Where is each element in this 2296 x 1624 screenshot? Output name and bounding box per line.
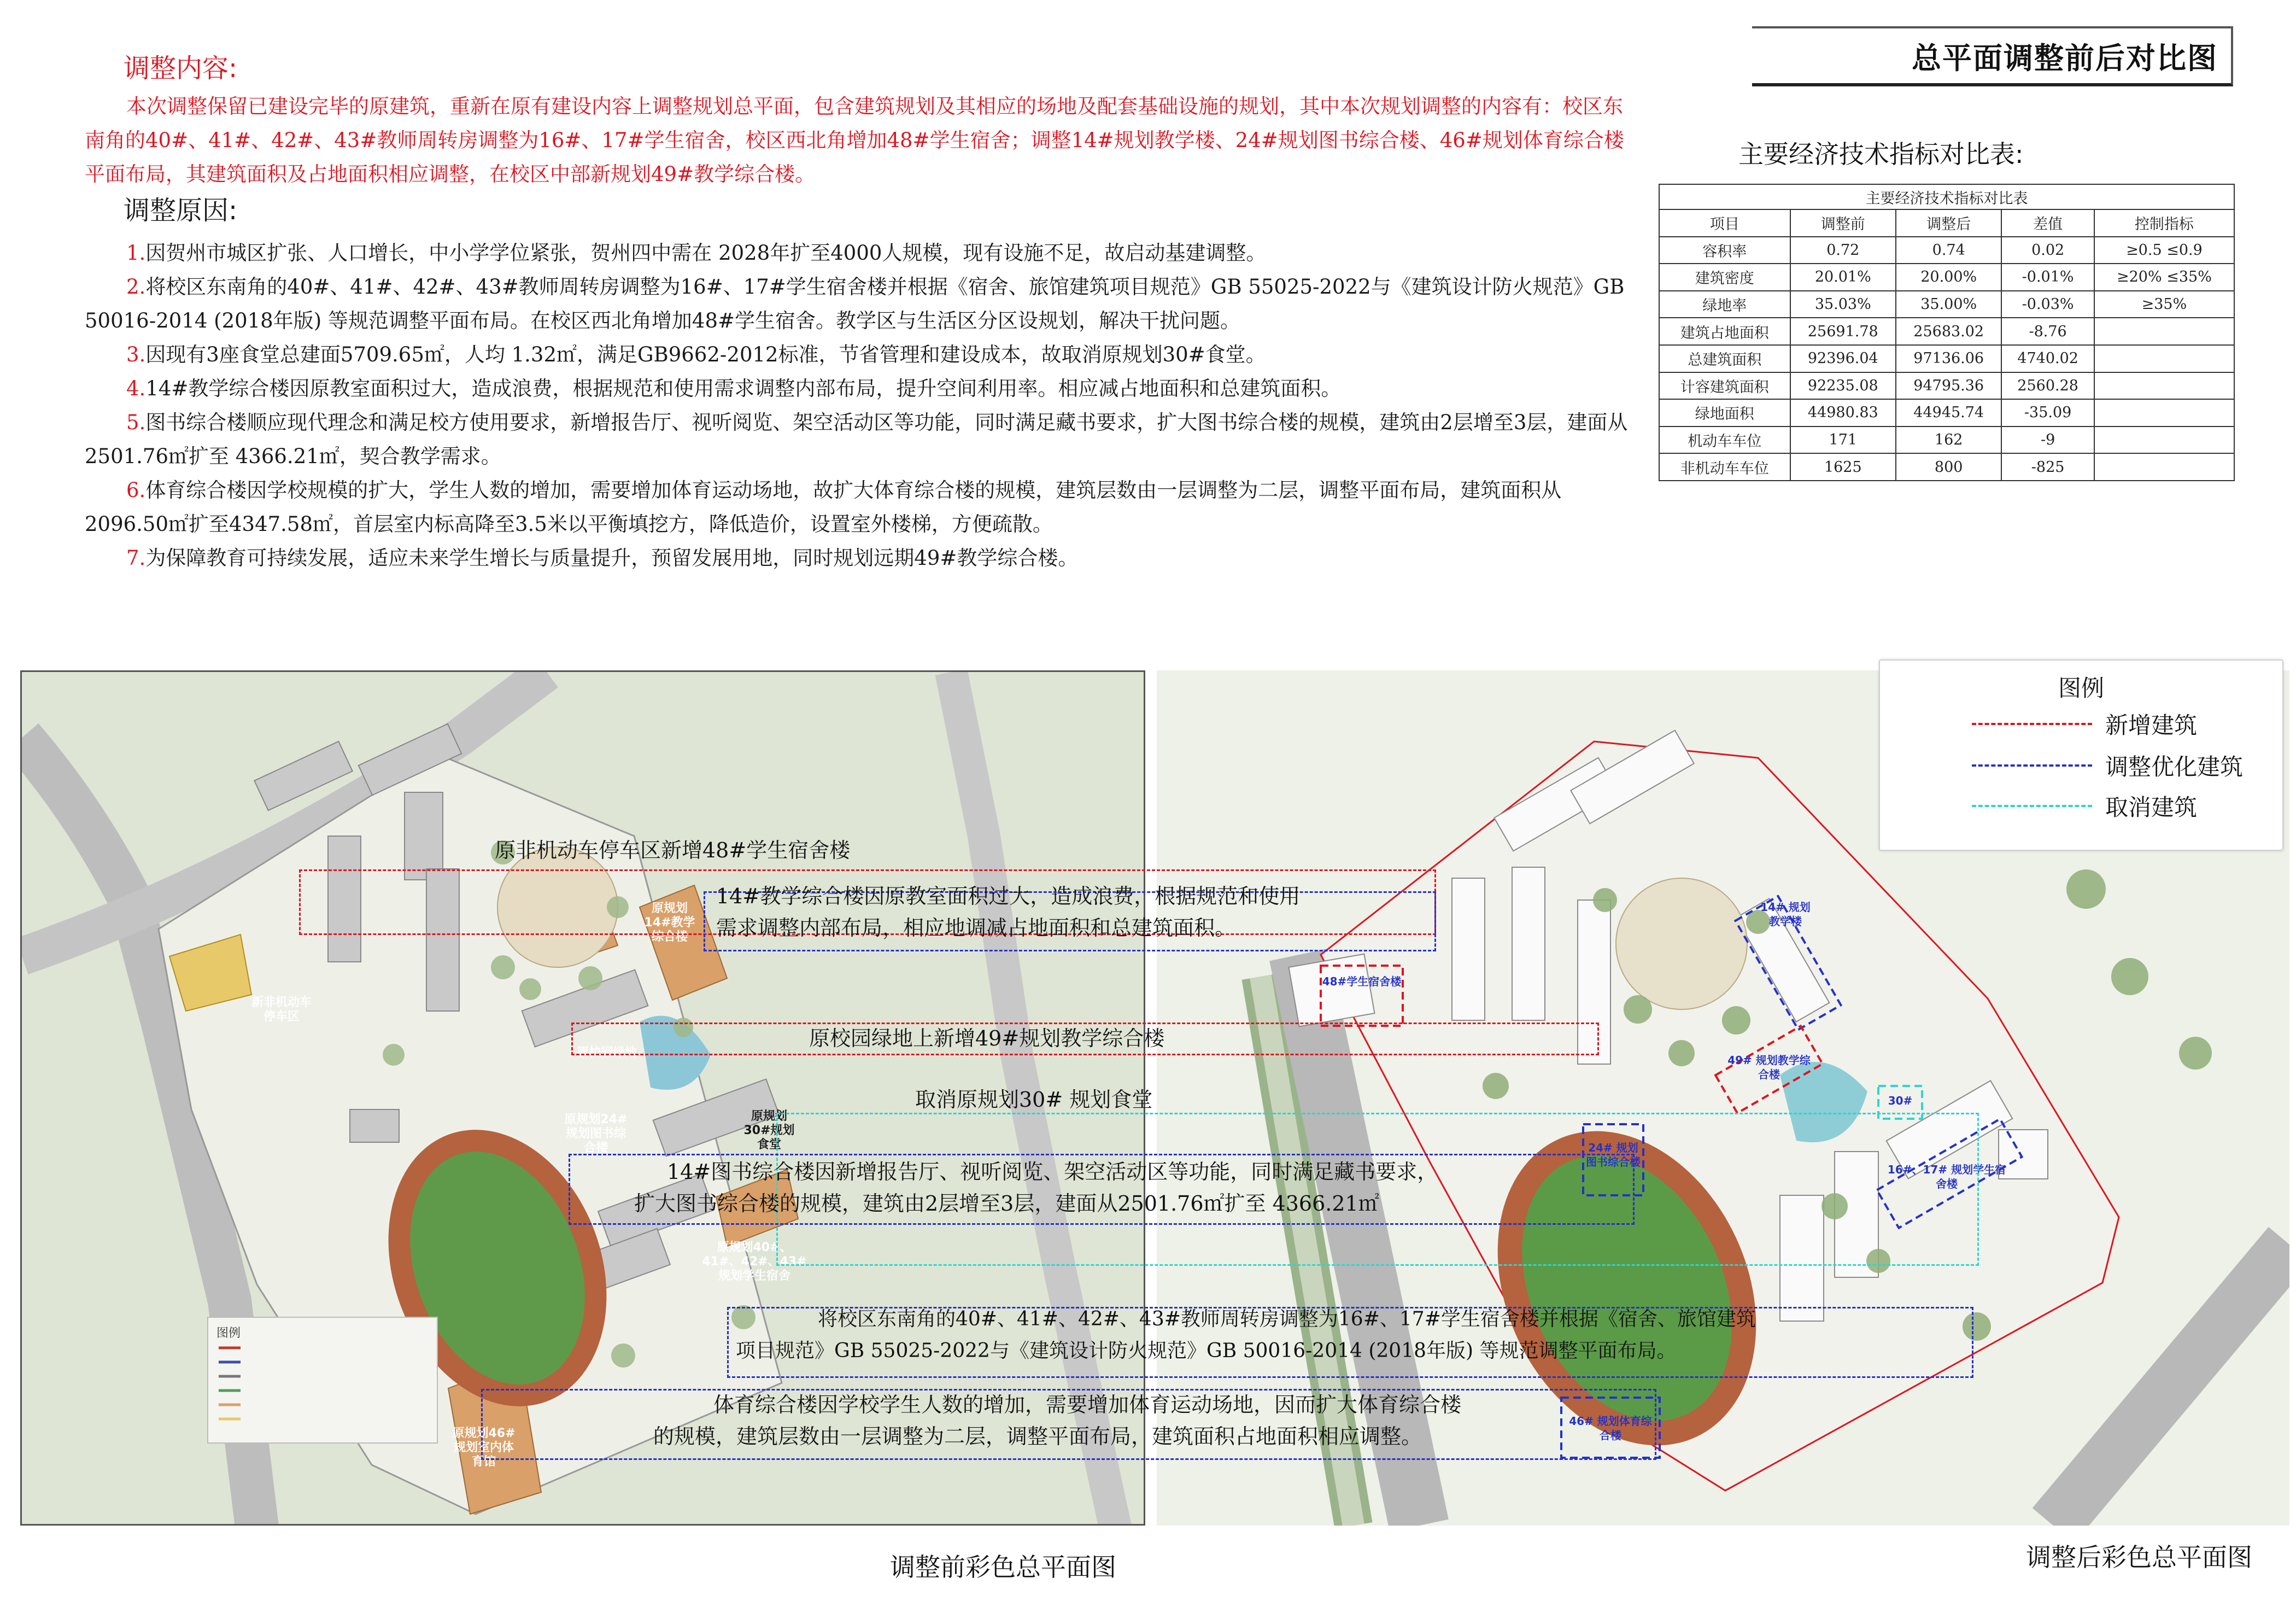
- table-cell: 1625: [1790, 453, 1896, 481]
- table-cell: -9: [2001, 427, 2094, 454]
- reason-item: [85, 474, 1632, 541]
- table-cell: 机动车车位: [1659, 427, 1790, 454]
- table-cell: 4740.02: [2001, 345, 2094, 372]
- before-label-24: 原规划24#规划图书综合楼: [564, 1113, 628, 1155]
- table-cell: 97136.06: [1896, 345, 2001, 372]
- table-cell: 800: [1896, 453, 2001, 481]
- annotation-46-line2: 的规模，建筑层数由一层调整为二层，调整平面布局，建筑面积占地面积相应调整。: [653, 1424, 1422, 1448]
- reasons-heading: 调整原因:: [124, 195, 238, 226]
- table-cell: 44945.74: [1896, 399, 2001, 427]
- table-cell: [2094, 345, 2234, 372]
- table-cell: 35.00%: [1896, 291, 2001, 318]
- page-title-box: [1752, 26, 2233, 86]
- reason-number: 3.: [126, 343, 146, 366]
- table-cell: 92396.04: [1790, 345, 1896, 372]
- table-cell: 0.72: [1790, 237, 1896, 264]
- after-label-14: 14# 规划教学楼: [1760, 901, 1811, 928]
- table-row: [1659, 399, 2234, 427]
- table-cell: [2094, 427, 2234, 454]
- reason-number: 2.: [126, 275, 146, 299]
- legend-item-adjusted: [1972, 751, 2243, 780]
- table-cell: 35.03%: [1790, 291, 1896, 318]
- annotation-48: 原非机动车停车区新增48#学生宿舍楼: [495, 838, 851, 862]
- table-cell: 171: [1790, 427, 1896, 454]
- annotation-24-line1: 14#图书综合楼因新增报告厅、视听阅览、架空活动区等功能，同时满足藏书要求，: [667, 1160, 1438, 1184]
- table-cell: -825: [2001, 453, 2094, 481]
- before-map-legend-title: 图例: [216, 1327, 241, 1340]
- reason-text: 14#教学综合楼因原教室面积过大，造成浪费，根据规范和使用需求调整内部布局，提升空间利用率。相应减占地面积和总建筑面积。: [145, 377, 1342, 400]
- table-cell: 绿地面积: [1659, 399, 1790, 427]
- table-cell: 总建筑面积: [1659, 345, 1790, 372]
- annotation-46-line1: 体育综合楼因学校学生人数的增加，需要增加体育运动场地，因而扩大体育综合楼: [713, 1393, 1462, 1417]
- table-header-cell: 控制指标: [2094, 209, 2234, 237]
- before-label-14: 原规划14#教学综合楼: [644, 902, 695, 944]
- table-cell: 建筑占地面积: [1659, 318, 1790, 345]
- table-cell: 建筑密度: [1659, 264, 1790, 291]
- annotation-16-line1: 将校区东南角的40#、41#、42#、43#教师周转房调整为16#、17#学生宿舍楼并根据《宿舍、旅馆建筑: [818, 1308, 1756, 1330]
- table-cell: 25691.78: [1790, 318, 1896, 345]
- legend-item-cancelled: [1972, 792, 2197, 820]
- before-label-30: 原规划30#规划食堂: [743, 1109, 795, 1152]
- reason-item: [85, 270, 1632, 338]
- table-cell: 162: [1896, 427, 2001, 454]
- legend-label: 取消建筑: [2105, 794, 2198, 821]
- after-label-46: 46# 规划体育综合楼: [1569, 1415, 1652, 1442]
- after-label-49: 49# 规划教学综合楼: [1727, 1054, 1811, 1081]
- reason-text: 体育综合楼因学校规模的扩大，学生人数的增加，需要增加体育运动场地，故扩大体育综合楼的规模，建筑层数由一层调整为二层，调整平面布局，建筑面积从2096.50㎡扩至4347.58㎡，首层室内标高降至3.5米以平衡填挖方，降低造价，设置室外楼梯，方便疏散。: [85, 478, 1562, 536]
- table-cell: 计容建筑面积: [1659, 372, 1790, 400]
- table-header-cell: 调整前: [1790, 209, 1896, 237]
- reason-item: [85, 372, 1632, 406]
- reason-text: 为保障教育可持续发展，适应未来学生增长与质量提升，预留发展用地，同时规划远期49#教学综合楼。: [145, 546, 1079, 570]
- reason-item: [85, 236, 1632, 270]
- table-cell: 2560.28: [2001, 372, 2094, 400]
- table-header-cell: 调整后: [1896, 209, 2001, 237]
- table-caption: 主要经济技术指标对比表: [1659, 184, 2234, 209]
- after-map-caption: 调整后彩色总平面图: [2026, 1543, 2252, 1572]
- reason-number: 7.: [126, 546, 146, 570]
- legend-label: 调整优化建筑: [2105, 753, 2244, 780]
- table-cell: 44980.83: [1790, 399, 1896, 427]
- before-label-green: 原校园绿地: [576, 1046, 637, 1060]
- adjustment-text: 本次调整保留已建设完毕的原建筑，重新在原有建设内容上调整规划总平面，包含建筑规划及其相应的场地及配套基础设施的规划，其中本次规划调整的内容有：校区东南角的40#、41#、42#、43#教师周转房调整为16#、17#学生宿舍，校区西北角增加48#学生宿舍；调整14#规划教学楼、24#规划图书综合楼、46#规划体育综合楼平面布局，其建筑面积及占地面积相应调整，在校区中部新规划49#教学综合楼。: [85, 95, 1624, 186]
- table-row: [1659, 264, 2234, 291]
- reason-item: [85, 406, 1632, 474]
- annotation-14-line2: 需求调整内部布局，相应地调减占地面积和总建筑面积。: [716, 916, 1236, 940]
- table-row: [1659, 318, 2234, 345]
- table-cell: ≥35%: [2094, 291, 2234, 318]
- adjustment-heading: 调整内容:: [124, 53, 238, 84]
- legend-title: 图例: [2058, 675, 2104, 702]
- table-cell: -8.76: [2001, 318, 2094, 345]
- annotation-16-line2: 项目规范》GB 55025-2022与《建筑设计防火规范》GB 50016-2014 (2018年版) 等规范调整平面布局。: [736, 1340, 1677, 1362]
- table-cell: 0.02: [2001, 237, 2094, 264]
- reason-item: [85, 541, 1632, 575]
- before-map-caption: 调整前彩色总平面图: [890, 1552, 1116, 1582]
- table-header-row: [1659, 209, 2234, 237]
- table-row: [1659, 453, 2234, 481]
- legend-swatch: [1972, 764, 2092, 767]
- table-row: [1659, 427, 2234, 454]
- annotation-30: 取消原规划30# 规划食堂: [915, 1088, 1153, 1112]
- table-cell: ≥0.5 ≤0.9: [2094, 237, 2234, 264]
- before-label-46: 原规划46#规划室内体育馆: [452, 1427, 516, 1469]
- reason-text: 因贺州市城区扩张、人口增长，中小学学位紧张，贺州四中需在 2028年扩至4000人规模，现有设施不足，故启动基建调整。: [145, 241, 1267, 265]
- indicator-table-heading: 主要经济技术指标对比表:: [1738, 139, 2024, 169]
- legend-item-new: [1972, 710, 2197, 738]
- table-cell: 92235.08: [1790, 372, 1896, 400]
- annotation-24-line2: 扩大图书综合楼的规模，建筑由2层增至3层，建面从2501.76㎡扩至 4366.21㎡: [634, 1191, 1379, 1216]
- reason-item: [85, 338, 1632, 372]
- table-cell: 容积率: [1659, 237, 1790, 264]
- table-cell: 20.01%: [1790, 264, 1896, 291]
- legend-swatch: [1972, 805, 2092, 807]
- table-caption-row: [1659, 184, 2234, 209]
- table-row: [1659, 237, 2234, 264]
- after-label-30: 30#: [1888, 1094, 1913, 1107]
- annotation-49: 原校园绿地上新增49#规划教学综合楼: [809, 1026, 1165, 1050]
- table-cell: 94795.36: [1896, 372, 2001, 400]
- after-label-48: 48#学生宿舍楼: [1322, 975, 1402, 988]
- legend-label: 新增建筑: [2105, 712, 2198, 739]
- reason-text: 将校区东南角的40#、41#、42#、43#教师周转房调整为16#、17#学生宿舍楼并根据《宿舍、旅馆建筑项目规范》GB 55025-2022与《建筑设计防火规范》GB 50016-2014 (2018年版) 等规范调整平面布局。在校区西北角增加48#学生宿舍。教学区与生活区分区设规划，解决干扰问题。: [85, 275, 1625, 332]
- table-cell: [2094, 453, 2234, 481]
- after-label-24: 24# 规划图书综合楼: [1586, 1141, 1641, 1169]
- page-title: 总平面调整前后对比图: [1912, 40, 2218, 75]
- table-header-cell: 项目: [1659, 209, 1790, 237]
- table-cell: -0.01%: [2001, 264, 2094, 291]
- table-cell: 绿地率: [1659, 291, 1790, 318]
- after-label-16: 16#、17# 规划学生宿舍楼: [1887, 1163, 2006, 1190]
- annotation-14-line1: 14#教学综合楼因原教室面积过大，造成浪费，根据规范和使用: [716, 884, 1301, 908]
- reason-text: 因现有3座食堂总建面5709.65㎡，人均 1.32㎡，满足GB9662-2012标准，节省管理和建设成本，故取消原规划30#食堂。: [145, 343, 1266, 366]
- reason-number: 1.: [126, 241, 146, 265]
- table-cell: -35.09: [2001, 399, 2094, 427]
- table-cell: -0.03%: [2001, 291, 2094, 318]
- reason-number: 5.: [126, 411, 146, 434]
- table-header-cell: 差值: [2001, 209, 2094, 237]
- legend-swatch: [1972, 723, 2092, 725]
- before-label-40: 原规划40#、41#、42#、43#规划学生宿舍: [702, 1241, 807, 1283]
- table-row: [1659, 291, 2234, 318]
- table-row: [1659, 345, 2234, 372]
- table-cell: 0.74: [1896, 237, 2001, 264]
- table-cell: 非机动车车位: [1659, 453, 1790, 481]
- reason-number: 4.: [126, 377, 146, 400]
- table-cell: 25683.02: [1896, 318, 2001, 345]
- map-legend: [1879, 659, 2283, 851]
- table-row: [1659, 372, 2234, 400]
- reason-text: 图书综合楼顺应现代理念和满足校方使用要求，新增报告厅、视听阅览、架空活动区等功能，同时满足藏书要求，扩大图书综合楼的规模，建筑由2层增至3层，建面从2501.76㎡扩至 4366.21㎡，契合教学需求。: [85, 411, 1628, 468]
- before-label-parking: 新非机动车停车区: [251, 996, 312, 1024]
- table-cell: [2094, 318, 2234, 345]
- table-cell: ≥20% ≤35%: [2094, 264, 2234, 291]
- reason-number: 6.: [126, 478, 146, 502]
- table-cell: [2094, 399, 2234, 427]
- table-cell: [2094, 372, 2234, 400]
- indicator-table: [1659, 184, 2235, 481]
- reasons-list: [85, 236, 1632, 575]
- table-cell: 20.00%: [1896, 264, 2001, 291]
